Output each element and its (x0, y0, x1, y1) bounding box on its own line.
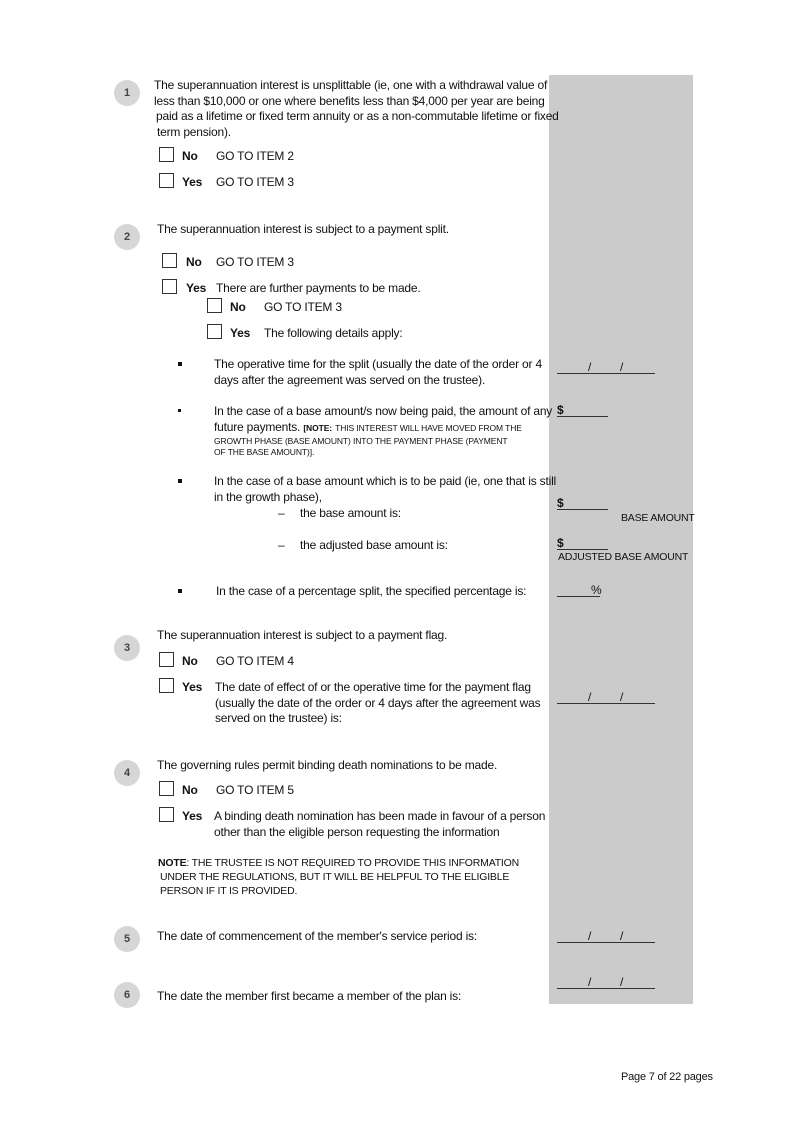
item-2-yes-checkbox[interactable] (162, 279, 177, 294)
base-tobe-line-2: in the growth phase), (214, 489, 322, 504)
page-number: Page 7 of 22 pages (621, 1071, 713, 1083)
item-1-line-4: term pension). (157, 124, 231, 139)
payment-flag-date-field[interactable] (557, 703, 655, 704)
base-amount-field[interactable] (557, 509, 608, 510)
date-separator: / (620, 690, 624, 704)
item-4-yes-line-1: A binding death nomination has been made in favour of a person (214, 809, 546, 823)
item-2-sub-yes-text: The following details apply: (264, 326, 403, 340)
item-4-question: The governing rules permit binding death nominations to be made. (157, 758, 498, 772)
date-separator: / (588, 360, 592, 374)
item-3-yes-text (215, 680, 540, 727)
date-separator: / (620, 975, 624, 989)
item-1-yes-text: GO TO ITEM 3 (216, 175, 294, 189)
item-4-note-text-2: UNDER THE REGULATIONS, BUT IT WILL BE HELPFUL TO THE ELIGIBLE (160, 871, 510, 883)
item-2-no-checkbox[interactable] (162, 253, 177, 268)
base-tobe-text (214, 474, 556, 505)
item-4-no-label: No (182, 783, 198, 797)
bullet-icon (178, 409, 181, 412)
note-line-1: THIS INTEREST WILL HAVE MOVED FROM THE (335, 422, 522, 433)
date-separator: / (588, 690, 592, 704)
item-1-line-1: The superannuation interest is unsplittable (ie, one with a withdrawal value of (154, 78, 548, 92)
item-5-question: The date of commencement of the member's service period is: (157, 929, 477, 943)
service-period-date-field[interactable] (557, 942, 655, 943)
membership-date-field[interactable] (557, 988, 655, 989)
item-2-no-text: GO TO ITEM 3 (216, 255, 294, 269)
item-3-yes-checkbox[interactable] (159, 678, 174, 693)
item-1-line-3: paid as a lifetime or fixed term annuity or as a non-commutable lifetime or fixed (156, 109, 559, 123)
base-amount-dollar: $ (557, 496, 564, 510)
note-line-2: GROWTH PHASE (BASE AMOUNT) INTO THE PAYMENT PHASE (PAYMENT (214, 436, 508, 446)
item-1-question (154, 78, 559, 140)
item-4-yes-line-2: other than the eligible person requesting the information (214, 824, 500, 839)
note-label: [NOTE: (303, 422, 333, 433)
adjusted-amount-field[interactable] (557, 549, 608, 550)
item-6-question: The date the member first became a member of the plan is: (157, 989, 462, 1003)
base-paid-text (214, 404, 552, 435)
operative-line-2: days after the agreement was served on the trustee). (214, 372, 486, 387)
item-4-note (158, 856, 519, 898)
answer-column (549, 75, 693, 1004)
future-payments-dollar: $ (557, 403, 564, 417)
base-paid-note (214, 436, 507, 458)
item-3-no-checkbox[interactable] (159, 652, 174, 667)
dash-1: – (278, 506, 285, 520)
item-3-yes-label: Yes (182, 680, 203, 694)
item-1-yes-label: Yes (182, 175, 203, 189)
item-number-4: 4 (114, 760, 140, 786)
note-line-3: OF THE BASE AMOUNT)]. (214, 447, 315, 457)
item-2-no-label: No (186, 255, 202, 269)
percentage-text: In the case of a percentage split, the specified percentage is: (216, 584, 527, 598)
item-2-question: The superannuation interest is subject to a payment split. (157, 222, 449, 236)
bullet-icon (178, 479, 182, 483)
item-3-yes-line-1: The date of effect of or the operative time for the payment flag (215, 680, 531, 694)
bullet-icon (178, 362, 182, 366)
item-4-no-checkbox[interactable] (159, 781, 174, 796)
item-4-yes-checkbox[interactable] (159, 807, 174, 822)
adjusted-amount-dollar: $ (557, 536, 564, 550)
operative-time-text (214, 357, 542, 388)
operative-date-field[interactable] (557, 373, 655, 374)
item-number-2: 2 (114, 224, 140, 250)
item-number-6: 6 (114, 982, 140, 1008)
item-1-line-2: less than $10,000 or one where benefits less than $4,000 per year are being (154, 93, 545, 108)
date-separator: / (588, 929, 592, 943)
item-2-yes-text: There are further payments to be made. (216, 281, 421, 295)
item-3-yes-line-3: served on the trustee) is: (215, 711, 342, 725)
item-number-1: 1 (114, 80, 140, 106)
item-4-no-text: GO TO ITEM 5 (216, 783, 294, 797)
base-amount-text: the base amount is: (300, 506, 401, 520)
base-paid-line-2-wrap (214, 420, 552, 436)
item-2-sub-no-checkbox[interactable] (207, 298, 222, 313)
item-3-yes-line-2: (usually the date of the order or 4 days after the agreement was (215, 695, 541, 710)
item-3-no-text: GO TO ITEM 4 (216, 654, 294, 668)
item-4-note-text-1: : THE TRUSTEE IS NOT REQUIRED TO PROVIDE THIS INFORMATION (186, 857, 519, 869)
base-tobe-line-1: In the case of a base amount which is to be paid (ie, one that is still (214, 474, 557, 488)
item-1-no-checkbox[interactable] (159, 147, 174, 162)
base-paid-line-2: future payments. (214, 419, 301, 434)
item-3-question: The superannuation interest is subject to a payment flag. (157, 628, 448, 642)
adjusted-amount-caption: ADJUSTED BASE AMOUNT (558, 551, 689, 563)
item-1-yes-checkbox[interactable] (159, 173, 174, 188)
future-payments-field[interactable] (557, 416, 608, 417)
dash-2: – (278, 538, 285, 552)
percent-sign: % (591, 583, 602, 597)
adjusted-amount-text: the adjusted base amount is: (300, 538, 448, 552)
base-paid-line-1: In the case of a base amount/s now being paid, the amount of any (214, 404, 553, 418)
item-4-note-label: NOTE (158, 857, 187, 869)
item-2-sub-no-text: GO TO ITEM 3 (264, 300, 342, 314)
item-number-5: 5 (114, 926, 140, 952)
operative-line-1: The operative time for the split (usually the date of the order or 4 (214, 357, 542, 371)
item-2-sub-yes-label: Yes (230, 326, 251, 340)
date-separator: / (620, 929, 624, 943)
item-2-sub-yes-checkbox[interactable] (207, 324, 222, 339)
base-amount-caption: BASE AMOUNT (621, 512, 695, 524)
date-separator: / (588, 975, 592, 989)
item-2-sub-no-label: No (230, 300, 246, 314)
date-separator: / (620, 360, 624, 374)
item-number-3: 3 (114, 635, 140, 661)
item-4-note-line-1 (158, 856, 519, 870)
item-4-note-text-3: PERSON IF IT IS PROVIDED. (160, 885, 298, 897)
item-4-yes-label: Yes (182, 809, 203, 823)
item-1-no-text: GO TO ITEM 2 (216, 149, 294, 163)
item-1-no-label: No (182, 149, 198, 163)
item-4-yes-text (214, 809, 545, 840)
item-3-no-label: No (182, 654, 198, 668)
bullet-icon (178, 589, 182, 593)
item-2-yes-label: Yes (186, 281, 207, 295)
